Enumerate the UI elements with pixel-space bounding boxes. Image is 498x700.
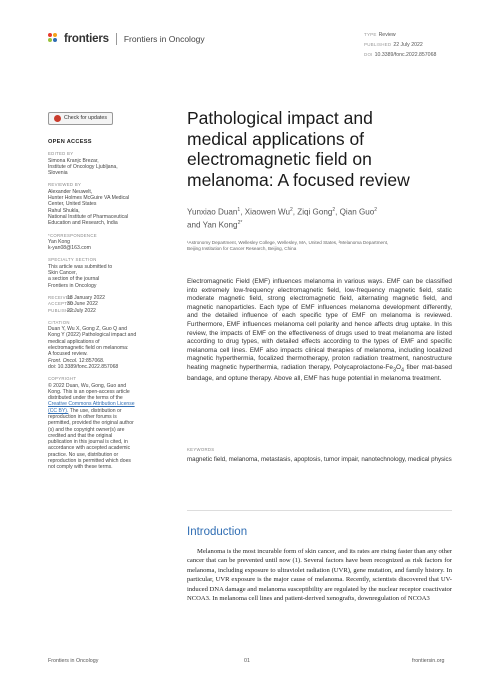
author-affiliation-marker: 2 <box>332 207 336 213</box>
citation-doi[interactable]: doi: 10.3389/fonc.2022.857068 <box>48 363 119 370</box>
copyright-line: Kong. This is an open-access article <box>48 388 130 395</box>
license-link[interactable]: Creative Commons Attribution License <box>48 401 135 408</box>
citation-line: Kong Y (2022) Pathological impact and <box>48 332 137 339</box>
author-name[interactable]: Qian Guo <box>339 207 375 217</box>
author-name[interactable]: Ziqi Gong <box>297 207 333 217</box>
specialty-line: Frontiers in Oncology <box>48 282 97 289</box>
logo-divider <box>116 33 117 45</box>
published-value: 22 July 2022 <box>393 42 423 48</box>
check-updates-icon <box>54 115 61 122</box>
author-affiliation-marker: 2 <box>289 207 293 213</box>
title-line: Pathological impact and <box>187 108 373 128</box>
reviewed-by-line: Center, United States <box>48 201 97 208</box>
author-name[interactable]: Yan Kong <box>202 220 238 230</box>
specialty-line: Skin Cancer, <box>48 270 77 277</box>
specialty-label: SPECIALTY SECTION <box>48 257 97 263</box>
correspondence-name: Yan Kong <box>48 238 70 245</box>
reviewed-by-line: Rahul Shukla, <box>48 207 80 214</box>
citation-line: electromagnetic field on melanoma: <box>48 345 129 352</box>
edited-by-label: EDITED BY <box>48 151 74 157</box>
citation-section <box>48 320 160 370</box>
citation-journal: Front. Oncol. <box>48 357 78 364</box>
introduction-heading: Introduction <box>187 526 248 538</box>
reviewed-by-line: Education and Research, India <box>48 220 118 227</box>
check-updates-label: Check for updates <box>64 115 107 122</box>
article-title <box>187 108 447 190</box>
abstract <box>187 278 452 383</box>
copyright-line: The use, distribution or <box>69 407 122 414</box>
brand-name: frontiers <box>64 33 109 45</box>
received-date: 18 January 2022 <box>67 294 105 301</box>
article-meta <box>364 30 436 60</box>
footer-journal: Frontiers in Oncology <box>48 658 99 664</box>
doi-label: DOI <box>364 52 373 57</box>
published-label: PUBLISHED <box>364 42 392 47</box>
citation-label: CITATION <box>48 319 70 325</box>
copyright-line: © 2022 Duan, Wu, Gong, Guo and <box>48 382 127 389</box>
copyright-line: reproduction is permitted which does <box>48 458 131 465</box>
citation-line: A focused review. <box>48 351 88 358</box>
copyright-line: (s) and the copyright owner(s) are <box>48 426 125 433</box>
affiliation-line: ¹Astronomy Department, Wellesley College, Wellesley, MA, United States, ²Melanoma Department, <box>187 240 389 245</box>
abstract-text: Electromagnetic Field (EMF) influences melanoma in various ways. EMF can be classified into extremely low-frequency electromagnetic field, low-frequency magnetic field, static moderate magnetic field, strong electromagnetic field, alternating magnetic field, and magnetic nanoparticles. Each type of EMF influences melanoma development differently, and the detailed influence of each specific type of EMF on melanoma is reviewed. Furthermore, EMF influences melanoma cell polarity and hence affects drug uptake. In this review, the impacts of EMF on the effectiveness of drugs used to treat melanoma are listed according to drug types, with detailed effects according to the types of EMF and specific melanoma cell lines. EMF also impacts clinical therapies of melanoma, including localized magnetic hyperthermia, focalized thermotherapy, proton radiation treatment, nanostructure heating magnetic hyperthermia, radiation therapy, Polycaprolactone-Fe <box>187 278 452 371</box>
copyright-line: permitted, provided the original author <box>48 420 134 427</box>
correspondence-email[interactable]: k-yan08@163.com <box>48 245 91 252</box>
doi-value[interactable]: 10.3389/fonc.2022.857068 <box>374 52 437 58</box>
specialty-line: This article was submitted to <box>48 263 113 270</box>
footer-site-link[interactable]: frontiersin.org <box>412 658 445 664</box>
frontiers-logo-icon <box>48 33 60 45</box>
copyright-line: publication in this journal is cited, in <box>48 439 128 446</box>
correspondence-section <box>48 233 160 252</box>
title-line: electromagnetic field on <box>187 149 372 169</box>
received-label: RECEIVED <box>48 294 73 300</box>
specialty-section <box>48 257 160 288</box>
correspondence-label: *CORRESPONDENCE <box>48 232 97 238</box>
citation-line: medical applications of <box>48 338 100 345</box>
published-label: PUBLISHED <box>48 307 76 313</box>
reviewed-by-line: Hunter Holmes McGuire VA Medical <box>48 195 130 202</box>
copyright-line: accordance with accepted academic <box>48 445 131 452</box>
reviewed-by-section <box>48 182 160 226</box>
section-divider <box>187 510 452 511</box>
frontiers-logo[interactable] <box>48 33 205 45</box>
reviewed-by-label: REVIEWED BY <box>48 182 82 188</box>
formula-subscript: 4 <box>400 367 404 374</box>
sidebar <box>48 112 160 471</box>
citation-line: Duan Y, Wu X, Gong Z, Guo Q and <box>48 326 127 333</box>
author-list: Yunxiao Duan$^1$, Xiaowen Wu$^2$, Ziqi Gong$^2$, Qian Guo$^2$ and Yan Kong$^{2*}$ <box>187 207 378 230</box>
edited-by-line: Simona Kranjc Brezar, <box>48 157 99 164</box>
license-link-short[interactable]: (CC BY). <box>48 407 69 414</box>
citation-volume: 12:857068. <box>77 357 105 364</box>
title-line: medical applications of <box>187 128 365 149</box>
dates-section <box>48 295 160 314</box>
accepted-label: ACCEPTED <box>48 301 74 307</box>
keywords-label: KEYWORDS <box>187 447 215 452</box>
abstract-text-end: fiber mat-based bandage, and optune therapy. Above all, EMF has huge potential in melanoma treatment. <box>187 363 453 382</box>
reviewed-by-line: Alexander Neuwelt, <box>48 188 93 195</box>
formula-oxygen: O <box>395 363 401 371</box>
type-value: Review <box>378 32 396 38</box>
edited-by-line: Slovenia <box>48 170 68 177</box>
formula-subscript: 3 <box>392 367 396 374</box>
affiliation-line: Beijing Institution for Cancer Research, Beijing, China <box>187 246 297 252</box>
copyright-section <box>48 376 160 470</box>
keywords: magnetic field, melanoma, metastasis, apoptosis, tumor impair, nanotechnology, medical physics <box>187 456 452 463</box>
accepted-date: 30 June 2022 <box>67 301 98 308</box>
author-affiliation-marker: 1 <box>237 207 241 213</box>
published-date: 22 July 2022 <box>67 307 96 314</box>
introduction-text: Melanoma is the most incurable form of skin cancer, and its rates are rising faster than any other cancer that can be prevented until now (1). Several factors have been recognized as risk factors for melanoma, including exposure to ultraviolet radiation (UVR), gene mutation, and family history. In particular, UVR exposure is the major cause of melanoma. Recently, scientists discovered that UV-induced DNA damage and melanoma susceptibility are regulated by the nuclear receptor coactivator NCOA3. In melanoma cell lines and patient-derived xenografts, downregulation of NCOA3 <box>187 548 452 603</box>
title-line: melanoma: A focused review <box>187 169 410 190</box>
author-affiliation-marker: 2* <box>237 220 243 227</box>
copyright-line: practice. No use, distribution or <box>48 451 119 458</box>
open-access-label: OPEN ACCESS <box>48 139 92 145</box>
journal-name: Frontiers in Oncology <box>123 34 205 44</box>
type-label: TYPE <box>364 32 377 37</box>
edited-by-line: Institute of Oncology Ljubljana, <box>48 163 118 170</box>
copyright-label: COPYRIGHT <box>48 376 77 382</box>
copyright-line: reproduction in other forums is <box>48 413 117 420</box>
author-name[interactable]: Yunxiao Duan <box>187 207 238 217</box>
copyright-line: credited and that the original <box>48 432 113 439</box>
author-name[interactable]: Xiaowen Wu <box>244 207 290 217</box>
page-number: 01 <box>244 658 250 664</box>
copyright-line: distributed under the terms of the <box>48 395 123 402</box>
specialty-line: a section of the journal <box>48 276 100 283</box>
check-for-updates-button[interactable] <box>48 112 113 125</box>
copyright-line: not comply with these terms. <box>48 464 113 471</box>
reviewed-by-line: National Institute of Pharmaceutical <box>48 213 129 220</box>
author-affiliation-marker: 2 <box>374 207 378 213</box>
affiliations <box>187 240 452 252</box>
edited-by-section <box>48 151 160 176</box>
